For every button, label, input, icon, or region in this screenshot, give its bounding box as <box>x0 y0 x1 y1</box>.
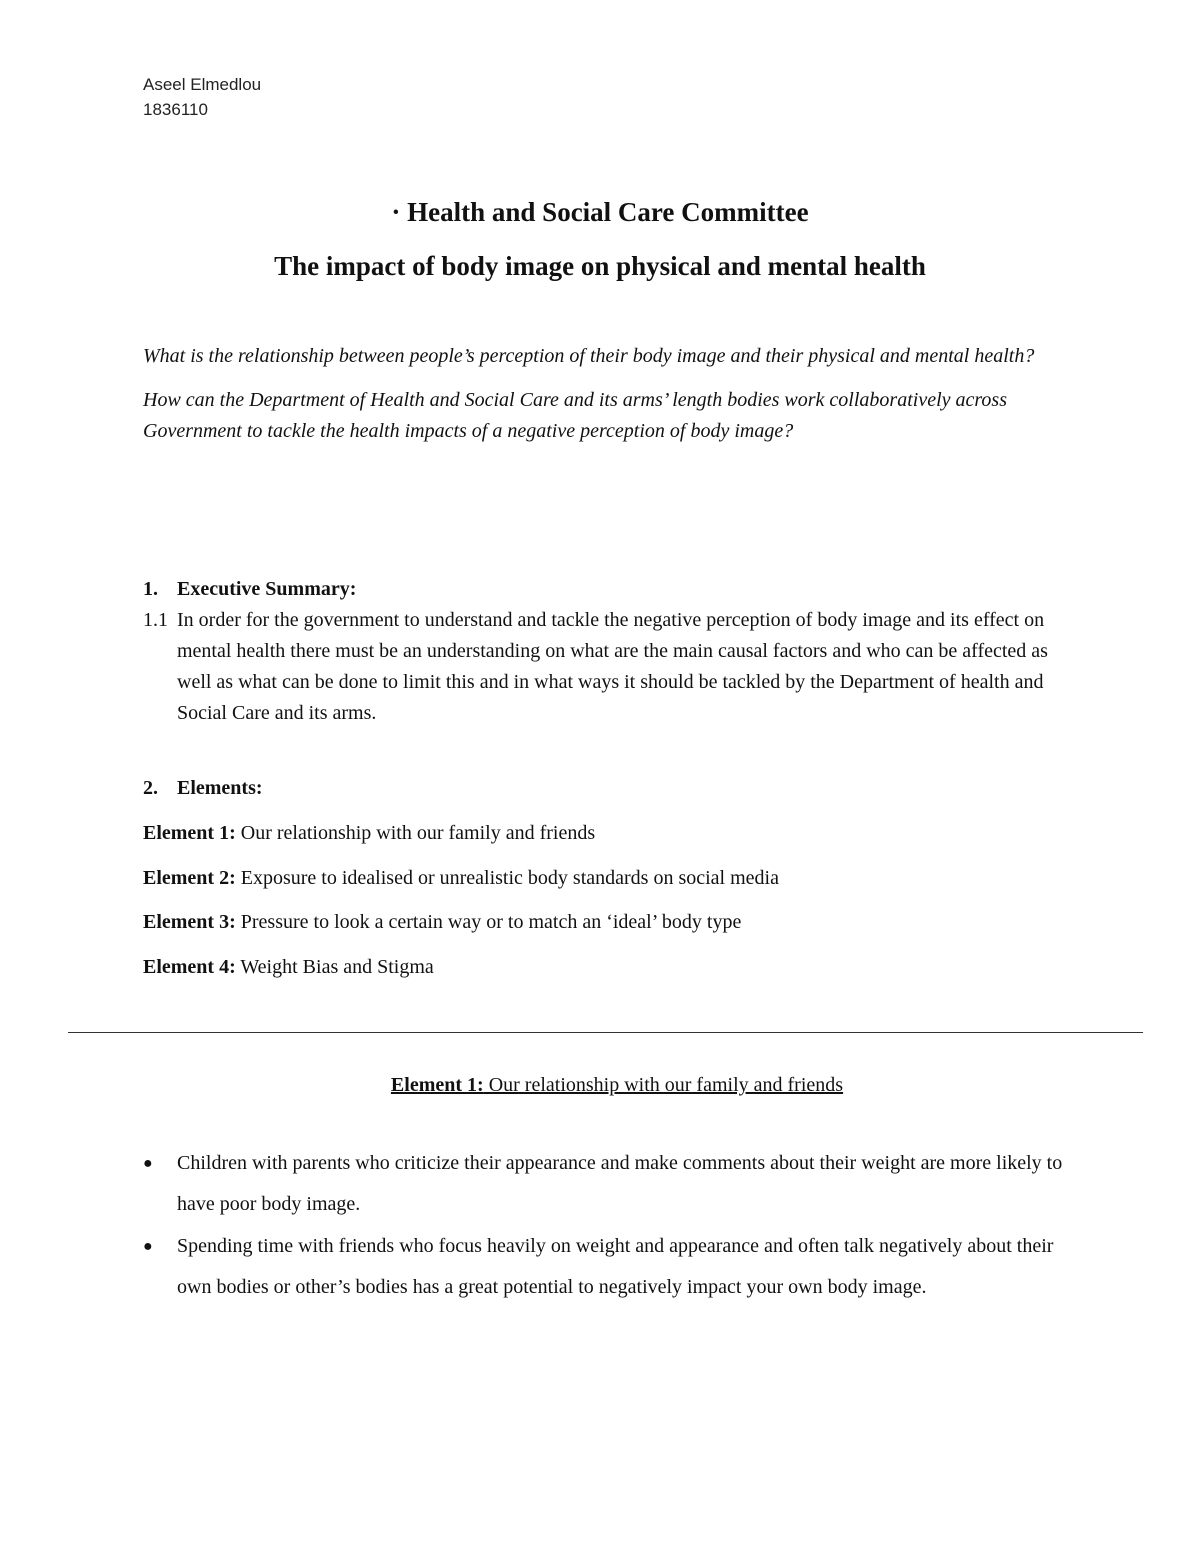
element-text: Weight Bias and Stigma <box>235 956 434 978</box>
element-1-bullet-list <box>143 1143 1063 1309</box>
element-label: Element 3: <box>143 911 236 933</box>
question-1: What is the relationship between people’s perception of their body image and their physical and mental health? <box>143 345 1035 367</box>
element-item-4 <box>143 953 434 981</box>
paragraph-text: In order for the government to understand and tackle the negative perception of body image and its effect on mental health there must be an understanding on what are the main causal factors and who can be affected as well as what can be done to limit this and in what ways it should be tackled by the Department of health and Social Care and its arms. <box>177 609 1048 724</box>
executive-summary-heading <box>143 574 1063 605</box>
document-subtitle: The impact of body image on physical and mental health <box>274 251 926 281</box>
list-item <box>143 1143 1063 1225</box>
question-2: How can the Department of Health and Social Care and its arms’ length bodies work collaboratively across Government to tackle the health impacts of a negative perception of body image? <box>143 389 1007 442</box>
element-heading-label: Element 1: <box>390 1074 484 1096</box>
bullet-text: Children with parents who criticize their appearance and make comments about their weight are more likely to have poor body image. <box>177 1152 1063 1215</box>
element-1-heading <box>0 1074 1200 1097</box>
section-title: Executive Summary: <box>177 578 357 600</box>
elements-heading <box>143 773 1063 804</box>
summary-paragraph <box>143 605 1063 729</box>
element-item-2 <box>143 864 779 892</box>
element-label: Element 4: <box>143 956 236 978</box>
element-label: Element 2: <box>143 867 236 889</box>
inquiry-questions <box>143 341 1063 460</box>
element-item-1 <box>143 819 595 847</box>
author-header <box>143 72 261 122</box>
bullet-icon: ● <box>143 1238 153 1255</box>
bullet-text: Spending time with friends who focus heavily on weight and appearance and often talk negatively about their own bodies or other’s bodies has a great potential to negatively impact your own body image. <box>177 1235 1054 1298</box>
section-number: 1. <box>143 578 158 600</box>
document-title: · Health and Social Care Committee <box>391 197 809 227</box>
paragraph-number: 1.1 <box>143 609 168 631</box>
element-text: Our relationship with our family and friends <box>235 822 596 844</box>
author-name: Aseel Elmedlou <box>143 75 262 94</box>
bullet-icon: ● <box>143 1155 153 1172</box>
element-text: Pressure to look a certain way or to match an ‘ideal’ body type <box>235 911 742 933</box>
horizontal-divider <box>68 1032 1143 1033</box>
element-text: Exposure to idealised or unrealistic body standards on social media <box>235 867 779 889</box>
section-title: Elements: <box>177 777 263 799</box>
list-item <box>143 1226 1063 1308</box>
executive-summary-section <box>143 574 1063 729</box>
section-number: 2. <box>143 777 158 799</box>
element-heading-text: Our relationship with our family and friends <box>483 1074 844 1096</box>
elements-section <box>143 773 1063 804</box>
element-item-3 <box>143 908 741 936</box>
element-label: Element 1: <box>143 822 236 844</box>
student-id: 1836110 <box>143 100 208 119</box>
